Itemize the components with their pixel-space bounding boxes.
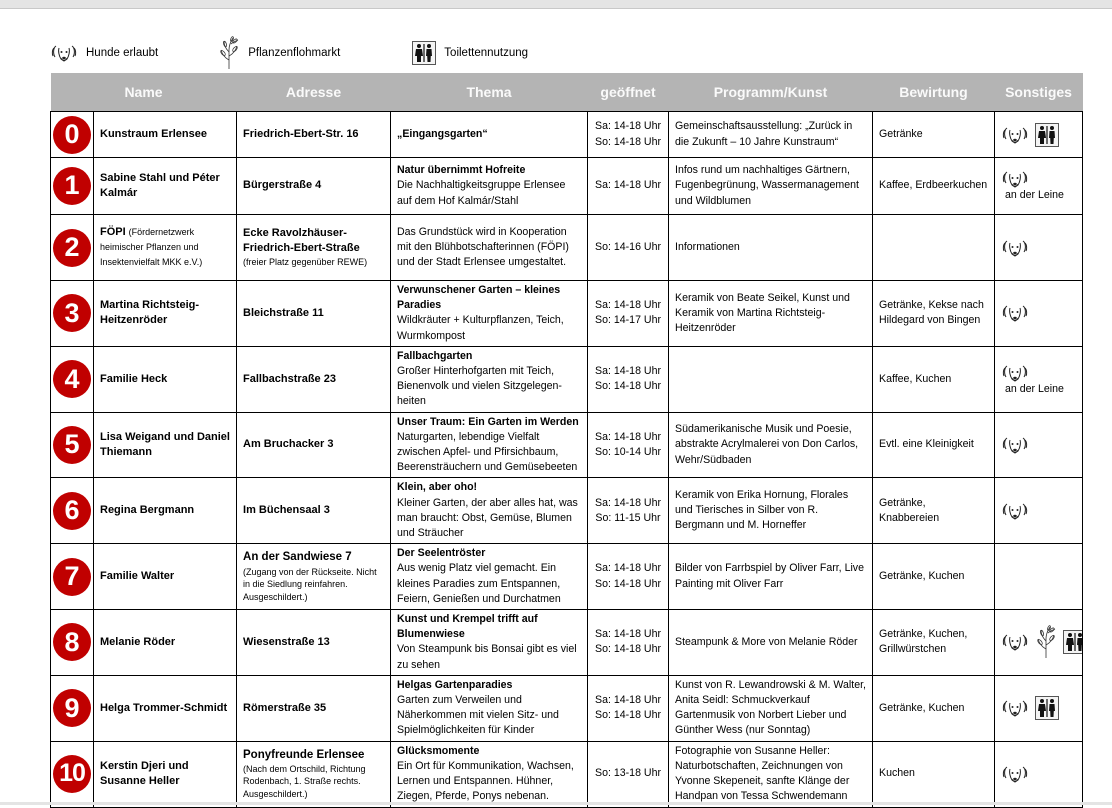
leash-note: an der Leine bbox=[1005, 189, 1064, 202]
table-row bbox=[51, 478, 1083, 544]
catering-text: Getränke, Kuchen bbox=[879, 570, 965, 583]
catering-cell bbox=[873, 215, 995, 281]
opening-hours: Sa: 14-18 Uhr bbox=[595, 120, 661, 133]
opening-hours-cell bbox=[588, 478, 669, 544]
misc-cell bbox=[995, 412, 1083, 478]
row-number-badge: 5 bbox=[53, 426, 91, 464]
row-number-cell bbox=[51, 158, 94, 215]
table-row bbox=[51, 610, 1083, 676]
theme-cell bbox=[391, 675, 588, 741]
table-header-row bbox=[51, 73, 1083, 112]
header-geoeffnet: geöffnet bbox=[588, 73, 669, 112]
program-cell bbox=[669, 281, 873, 347]
program-text: Keramik von Beate Seikel, Kunst und Keramik von Martina Richtsteig- Heitzenröder bbox=[675, 291, 850, 334]
theme-cell bbox=[391, 741, 588, 807]
dog-icon bbox=[1001, 302, 1029, 324]
row-number-cell bbox=[51, 412, 94, 478]
address-cell bbox=[237, 215, 391, 281]
host-name: Sabine Stahl und Péter Kalmár bbox=[100, 171, 220, 199]
name-cell bbox=[94, 412, 237, 478]
header-name: Name bbox=[51, 73, 237, 112]
program-cell bbox=[669, 478, 873, 544]
theme-text: Kleiner Garten, der aber alles hat, was man braucht: Obst, Gemüse, Blumen und Sträucher bbox=[397, 496, 578, 540]
program-cell bbox=[669, 158, 873, 215]
address: Am Bruchacker 3 bbox=[243, 438, 334, 451]
catering-text: Kaffee, Kuchen bbox=[879, 372, 952, 385]
catering-text: Getränke, Knabbereien bbox=[879, 496, 940, 524]
opening-hours-cell bbox=[588, 215, 669, 281]
program-cell bbox=[669, 675, 873, 741]
theme-title: Fallbachgarten bbox=[397, 349, 473, 362]
address-cell bbox=[237, 346, 391, 412]
theme-text: Ein Ort für Kommunikation, Wachsen, Lernen und Entspannen. Hühner, Ziegen, Pferde, Ponys nebenan. bbox=[397, 759, 574, 803]
dog-icon bbox=[1001, 763, 1029, 785]
address: Römerstraße 35 bbox=[243, 701, 327, 714]
host-name: Familie Walter bbox=[100, 570, 175, 583]
theme-cell bbox=[391, 281, 588, 347]
opening-hours: So: 14-16 Uhr bbox=[595, 240, 661, 253]
theme-title: Klein, aber oho! bbox=[397, 481, 478, 494]
address-note: (Nach dem Ortschild, Richtung Rodenbach, 1. Straße rechts. Ausgeschildert.) bbox=[243, 763, 366, 799]
opening-hours: So: 14-18 Uhr bbox=[595, 135, 661, 148]
table-row bbox=[51, 281, 1083, 347]
name-cell bbox=[94, 346, 237, 412]
gardens-table-wrap bbox=[50, 73, 1082, 808]
opening-hours: So: 13-18 Uhr bbox=[595, 767, 661, 780]
host-name: FÖPI bbox=[100, 225, 126, 238]
theme-cell bbox=[391, 215, 588, 281]
opening-hours: So: 14-18 Uhr bbox=[595, 643, 661, 656]
table-row bbox=[51, 158, 1083, 215]
name-cell bbox=[94, 675, 237, 741]
row-number-cell bbox=[51, 610, 94, 676]
row-number-badge: 10 bbox=[53, 755, 91, 793]
address-cell bbox=[237, 112, 391, 158]
host-name: Familie Heck bbox=[100, 372, 168, 385]
program-text: Südamerikanische Musik und Poesie, abstrakte Acrylmalerei von Don Carlos, Wehr/Südbaden bbox=[675, 423, 859, 466]
misc-cell bbox=[995, 281, 1083, 347]
table-row bbox=[51, 675, 1083, 741]
dog-icon bbox=[1001, 124, 1029, 146]
catering-text: Getränke, Kuchen, Grillwürstchen bbox=[879, 628, 968, 656]
amenity-icons bbox=[1001, 123, 1076, 147]
toilet-icon bbox=[1063, 630, 1083, 654]
address: Ecke Ravolzhäuser-Friedrich-Ebert-Straße bbox=[243, 227, 360, 255]
opening-hours-cell bbox=[588, 741, 669, 807]
misc-cell bbox=[995, 478, 1083, 544]
theme-cell bbox=[391, 112, 588, 158]
program-text: Keramik von Erika Hornung, Florales und Tierisches in Silber von R. Bergmann und M. Horneffer bbox=[675, 489, 849, 532]
opening-hours: So: 14-18 Uhr bbox=[595, 380, 661, 393]
address: Wiesenstraße 13 bbox=[243, 635, 330, 648]
amenity-icons bbox=[1001, 434, 1076, 456]
opening-hours: Sa: 14-18 Uhr bbox=[595, 562, 661, 575]
opening-hours: So: 10-14 Uhr bbox=[595, 446, 661, 459]
address-note: (Zugang von der Rückseite. Nicht in die Siedlung reinfahren. Ausgeschildert.) bbox=[243, 566, 377, 602]
theme-cell bbox=[391, 610, 588, 676]
address-cell bbox=[237, 675, 391, 741]
row-number-cell bbox=[51, 675, 94, 741]
program-cell bbox=[669, 610, 873, 676]
opening-hours: Sa: 14-18 Uhr bbox=[595, 694, 661, 707]
address-cell bbox=[237, 544, 391, 610]
name-cell bbox=[94, 112, 237, 158]
address: Friedrich-Ebert-Str. 16 bbox=[243, 127, 359, 140]
row-number-badge: 3 bbox=[53, 294, 91, 332]
theme-title: Natur übernimmt Hofreite bbox=[397, 164, 526, 177]
header-adresse: Adresse bbox=[237, 73, 391, 112]
window-top-bar bbox=[0, 0, 1112, 9]
misc-cell bbox=[995, 215, 1083, 281]
address: Fallbachstraße 23 bbox=[243, 372, 336, 385]
catering-text: Getränke bbox=[879, 127, 923, 140]
program-text: Infos rund um nachhaltiges Gärtnern, Fugenbegrünung, Wassermanagement und Wildblumen bbox=[675, 164, 859, 207]
opening-hours: Sa: 14-18 Uhr bbox=[595, 628, 661, 641]
theme-text: Das Grundstück wird in Kooperation mit den Blühbotschafterinnen (FÖPI) und der Stadt Erlensee umgestaltet. bbox=[397, 225, 569, 269]
catering-cell bbox=[873, 281, 995, 347]
legend bbox=[50, 36, 528, 70]
theme-text: Garten zum Verweilen und Näherkommen mit vielen Sitz- und Spielmöglichkeiten für Kinder bbox=[397, 694, 559, 737]
opening-hours-cell bbox=[588, 281, 669, 347]
amenity-icons bbox=[1001, 302, 1076, 324]
row-number-cell bbox=[51, 544, 94, 610]
name-cell bbox=[94, 281, 237, 347]
address: Bleichstraße 11 bbox=[243, 306, 324, 319]
theme-text: Die Nachhaltigkeitsgruppe Erlensee auf dem Hof Kalmár/Stahl bbox=[397, 179, 566, 207]
theme-title: Verwunschener Garten – kleines Paradies bbox=[397, 284, 561, 312]
header-sonstiges: Sonstiges bbox=[995, 73, 1083, 112]
row-number-badge: 9 bbox=[53, 689, 91, 727]
catering-text: Getränke, Kekse nach Hildegard von Bingen bbox=[879, 299, 984, 327]
catering-cell bbox=[873, 741, 995, 807]
opening-hours: Sa: 14-18 Uhr bbox=[595, 496, 661, 509]
host-name: Kerstin Djeri und Susanne Heller bbox=[100, 759, 189, 788]
row-number-badge: 7 bbox=[53, 558, 91, 596]
theme-title: Kunst und Krempel trifft auf Blumenwiese bbox=[397, 613, 538, 641]
theme-cell bbox=[391, 412, 588, 478]
address: An der Sandwiese 7 bbox=[243, 551, 352, 564]
program-cell bbox=[669, 112, 873, 158]
header-bewirtung: Bewirtung bbox=[873, 73, 995, 112]
toilet-icon bbox=[412, 41, 436, 65]
opening-hours: So: 14-18 Uhr bbox=[595, 577, 661, 590]
address-cell bbox=[237, 741, 391, 807]
opening-hours: So: 14-18 Uhr bbox=[595, 709, 661, 722]
program-cell bbox=[669, 346, 873, 412]
host-name: Helga Trommer-Schmidt bbox=[100, 701, 228, 714]
catering-cell bbox=[873, 544, 995, 610]
catering-cell bbox=[873, 158, 995, 215]
row-number-cell bbox=[51, 215, 94, 281]
opening-hours-cell bbox=[588, 610, 669, 676]
theme-text: Großer Hinterhofgarten mit Teich, Bienenvolk und vielen Sitzgelegen-heiten bbox=[397, 365, 562, 408]
opening-hours-cell bbox=[588, 675, 669, 741]
misc-cell bbox=[995, 675, 1083, 741]
address: Bürgerstraße 4 bbox=[243, 179, 322, 192]
address: Ponyfreunde Erlensee bbox=[243, 748, 365, 761]
row-number-badge: 1 bbox=[53, 167, 91, 205]
opening-hours: Sa: 14-18 Uhr bbox=[595, 430, 661, 443]
host-name: Melanie Röder bbox=[100, 635, 176, 648]
row-number-cell bbox=[51, 281, 94, 347]
legend-item-plants bbox=[218, 36, 340, 70]
name-cell bbox=[94, 741, 237, 807]
table-row bbox=[51, 741, 1083, 807]
row-number-badge: 6 bbox=[53, 492, 91, 530]
name-cell bbox=[94, 610, 237, 676]
opening-hours-cell bbox=[588, 412, 669, 478]
address-cell bbox=[237, 281, 391, 347]
dog-icon bbox=[1001, 500, 1029, 522]
dog-icon bbox=[1001, 237, 1029, 259]
theme-text: Aus wenig Platz viel gemacht. Ein kleines Paradies zum Entspannen, Feiern, Genießen und Durchatmen bbox=[397, 562, 561, 605]
table-row bbox=[51, 215, 1083, 281]
catering-cell bbox=[873, 112, 995, 158]
program-cell bbox=[669, 215, 873, 281]
dog-icon bbox=[50, 42, 78, 64]
misc-cell bbox=[995, 346, 1083, 412]
catering-text: Kaffee, Erdbeerkuchen bbox=[879, 179, 988, 192]
host-name: Martina Richtsteig-Heitzenröder bbox=[100, 299, 200, 327]
host-name-note: (Fördernetzwerk heimischer Pflanzen und Insektenvielfalt MKK e.V.) bbox=[100, 226, 203, 268]
table-row bbox=[51, 544, 1083, 610]
dog-with-note bbox=[1001, 168, 1076, 203]
name-cell bbox=[94, 215, 237, 281]
theme-cell bbox=[391, 544, 588, 610]
legend-label: Pflanzenflohmarkt bbox=[248, 47, 341, 59]
amenity-icons bbox=[1001, 763, 1076, 785]
header-thema: Thema bbox=[391, 73, 588, 112]
catering-text: Kuchen bbox=[879, 767, 915, 780]
theme-text: Von Steampunk bis Bonsai gibt es viel zu sehen bbox=[397, 643, 577, 671]
header-programm: Programm/Kunst bbox=[669, 73, 873, 112]
address: Im Büchensaal 3 bbox=[243, 504, 330, 517]
catering-cell bbox=[873, 478, 995, 544]
opening-hours: So: 11-15 Uhr bbox=[595, 511, 661, 524]
program-text: Kunst von R. Lewandrowski & M. Walter, Anita Seidl: Schmuckverkauf Gartenmusik von Norbert Lieber und Günther Wess (nur Sonntag) bbox=[675, 678, 866, 737]
opening-hours: Sa: 14-18 Uhr bbox=[595, 299, 661, 312]
amenity-icons bbox=[1001, 500, 1076, 522]
theme-cell bbox=[391, 346, 588, 412]
host-name: Kunstraum Erlensee bbox=[100, 127, 207, 140]
dog-icon bbox=[1001, 168, 1076, 190]
theme-title: Der Seelentröster bbox=[397, 547, 486, 560]
plant-icon bbox=[218, 36, 240, 70]
theme-title: „Eingangsgarten“ bbox=[397, 127, 488, 140]
name-cell bbox=[94, 158, 237, 215]
opening-hours-cell bbox=[588, 112, 669, 158]
misc-cell bbox=[995, 112, 1083, 158]
program-cell bbox=[669, 544, 873, 610]
leash-note: an der Leine bbox=[1005, 382, 1064, 395]
theme-text: Naturgarten, lebendige Vielfalt zwischen Apfel- und Pfirsichbaum, Beerensträuchern und Gemüsebeeten bbox=[397, 430, 578, 474]
program-cell bbox=[669, 412, 873, 478]
address-cell bbox=[237, 158, 391, 215]
misc-cell bbox=[995, 158, 1083, 215]
catering-text: Getränke, Kuchen bbox=[879, 701, 965, 714]
row-number-cell bbox=[51, 478, 94, 544]
theme-text: Wildkräuter + Kulturpflanzen, Teich, Wurmkompost bbox=[397, 314, 564, 342]
name-cell bbox=[94, 544, 237, 610]
opening-hours-cell bbox=[588, 158, 669, 215]
theme-title: Helgas Gartenparadies bbox=[397, 678, 513, 691]
amenity-icons bbox=[1001, 625, 1076, 659]
catering-cell bbox=[873, 346, 995, 412]
legend-item-dogs bbox=[50, 42, 158, 64]
legend-label: Hunde erlaubt bbox=[86, 47, 159, 59]
amenity-icons bbox=[1001, 696, 1076, 720]
catering-text: Evtl. eine Kleinigkeit bbox=[879, 438, 974, 451]
row-number-badge: 0 bbox=[53, 116, 91, 154]
opening-hours: So: 14-17 Uhr bbox=[595, 314, 661, 327]
table-row bbox=[51, 412, 1083, 478]
program-text: Fotographie von Susanne Heller: Naturbotschaften, Zeichnungen von Yvonne Skepeneit, sanfte Klänge der Handpan von Tessa Schwendemann bbox=[675, 744, 850, 803]
host-name: Lisa Weigand und Daniel Thiemann bbox=[100, 430, 230, 459]
address-cell bbox=[237, 610, 391, 676]
program-text: Steampunk & More von Melanie Röder bbox=[675, 635, 858, 648]
program-text: Informationen bbox=[675, 240, 740, 253]
theme-title: Glücksmomente bbox=[397, 744, 480, 757]
opening-hours-cell bbox=[588, 544, 669, 610]
amenity-icons bbox=[1001, 237, 1076, 259]
legend-item-toilet bbox=[412, 41, 528, 65]
program-text: Bilder von Farrbspiel by Oliver Farr, Live Painting mit Oliver Farr bbox=[675, 562, 865, 590]
toilet-icon bbox=[1035, 123, 1059, 147]
catering-cell bbox=[873, 412, 995, 478]
address-cell bbox=[237, 478, 391, 544]
row-number-badge: 8 bbox=[53, 623, 91, 661]
row-number-cell bbox=[51, 741, 94, 807]
table-row bbox=[51, 346, 1083, 412]
theme-title: Unser Traum: Ein Garten im Werden bbox=[397, 415, 579, 428]
row-number-cell bbox=[51, 346, 94, 412]
theme-cell bbox=[391, 478, 588, 544]
legend-label: Toilettennutzung bbox=[444, 47, 529, 59]
row-number-badge: 2 bbox=[53, 229, 91, 267]
dog-icon bbox=[1001, 631, 1029, 653]
opening-hours-cell bbox=[588, 346, 669, 412]
misc-cell bbox=[995, 544, 1083, 610]
catering-cell bbox=[873, 675, 995, 741]
misc-cell bbox=[995, 610, 1083, 676]
catering-cell bbox=[873, 610, 995, 676]
opening-hours: Sa: 14-18 Uhr bbox=[595, 179, 661, 192]
misc-cell bbox=[995, 741, 1083, 807]
dog-icon bbox=[1001, 434, 1029, 456]
gardens-table bbox=[50, 73, 1083, 808]
plant-icon bbox=[1035, 625, 1057, 659]
theme-cell bbox=[391, 158, 588, 215]
name-cell bbox=[94, 478, 237, 544]
dog-icon bbox=[1001, 697, 1029, 719]
opening-hours: Sa: 14-18 Uhr bbox=[595, 365, 661, 378]
table-row bbox=[51, 112, 1083, 158]
row-number-badge: 4 bbox=[53, 360, 91, 398]
host-name: Regina Bergmann bbox=[100, 504, 195, 517]
program-text: Gemeinschaftsausstellung: „Zurück in die Zukunft – 10 Jahre Kunstraum“ bbox=[675, 120, 853, 148]
address-cell bbox=[237, 412, 391, 478]
toilet-icon bbox=[1035, 696, 1059, 720]
program-cell bbox=[669, 741, 873, 807]
dog-icon bbox=[1001, 362, 1076, 384]
address-note: (freier Platz gegenüber REWE) bbox=[243, 257, 368, 268]
row-number-cell bbox=[51, 112, 94, 158]
dog-with-note bbox=[1001, 362, 1076, 397]
